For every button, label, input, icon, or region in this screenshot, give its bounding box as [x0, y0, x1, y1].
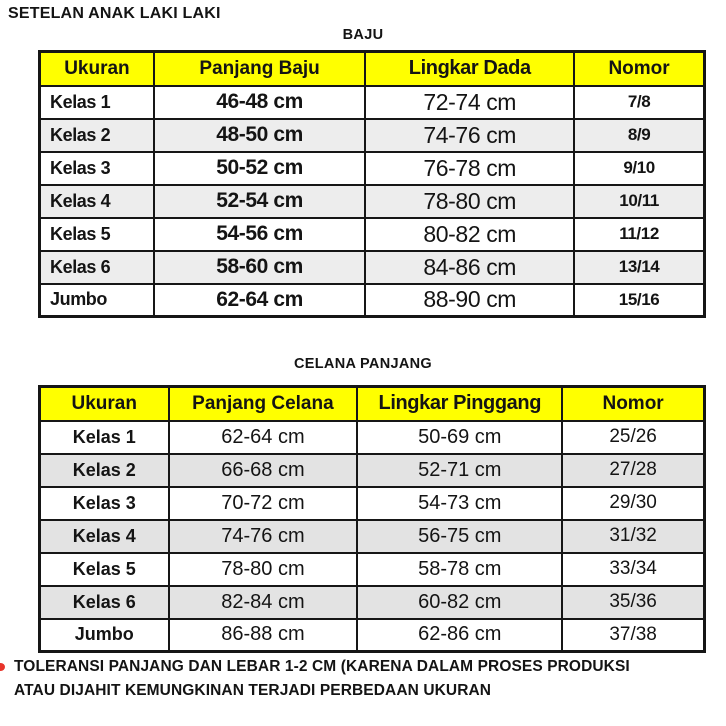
- table-cell: 82-84 cm: [169, 586, 358, 619]
- table-cell: Kelas 6: [40, 251, 154, 284]
- column-header-lingkar-dada: Lingkar Dada: [365, 52, 574, 86]
- table-cell: 84-86 cm: [365, 251, 574, 284]
- table-row: [40, 454, 705, 487]
- table-row: [40, 218, 705, 251]
- table-cell: Kelas 4: [40, 185, 154, 218]
- table-cell: 60-82 cm: [357, 586, 562, 619]
- table-cell: Kelas 5: [40, 553, 169, 586]
- table-cell: Kelas 4: [40, 520, 169, 553]
- table-cell: 74-76 cm: [169, 520, 358, 553]
- header-row: [40, 387, 705, 421]
- table-cell: 76-78 cm: [365, 152, 574, 185]
- table-cell: 54-73 cm: [357, 487, 562, 520]
- table-cell: 25/26: [562, 421, 704, 454]
- table-row: [40, 284, 705, 317]
- table-cell: 72-74 cm: [365, 86, 574, 119]
- column-header-panjang-celana: Panjang Celana: [169, 387, 358, 421]
- table-cell: 62-64 cm: [154, 284, 365, 317]
- table-cell: 62-86 cm: [357, 619, 562, 652]
- table-row: [40, 86, 705, 119]
- table-cell: Kelas 1: [40, 86, 154, 119]
- table-row: [40, 520, 705, 553]
- table-row: [40, 586, 705, 619]
- table-cell: 52-54 cm: [154, 185, 365, 218]
- table-cell: Kelas 6: [40, 586, 169, 619]
- table-cell: 29/30: [562, 487, 704, 520]
- table-cell: 70-72 cm: [169, 487, 358, 520]
- table-cell: 10/11: [574, 185, 704, 218]
- table-cell: 7/8: [574, 86, 704, 119]
- table-cell: 33/34: [562, 553, 704, 586]
- column-header-ukuran: Ukuran: [40, 387, 169, 421]
- table-cell: 50-52 cm: [154, 152, 365, 185]
- table-cell: 35/36: [562, 586, 704, 619]
- table-cell: 58-60 cm: [154, 251, 365, 284]
- note-bullet-icon: [0, 663, 5, 671]
- table-cell: Kelas 2: [40, 119, 154, 152]
- table-cell: 54-56 cm: [154, 218, 365, 251]
- table-row: [40, 421, 705, 454]
- table-cell: 27/28: [562, 454, 704, 487]
- table-cell: 13/14: [574, 251, 704, 284]
- table-row: [40, 119, 705, 152]
- table-cell: 37/38: [562, 619, 704, 652]
- table-cell: 8/9: [574, 119, 704, 152]
- table-row: [40, 487, 705, 520]
- table-cell: 15/16: [574, 284, 704, 317]
- table-cell: Kelas 3: [40, 152, 154, 185]
- table-cell: 88-90 cm: [365, 284, 574, 317]
- table-row: [40, 152, 705, 185]
- table-cell: Kelas 5: [40, 218, 154, 251]
- header-row: [40, 52, 705, 86]
- tolerance-note-line1: TOLERANSI PANJANG DAN LEBAR 1-2 CM (KARENA DALAM PROSES PRODUKSI: [14, 658, 630, 675]
- table-cell: Kelas 1: [40, 421, 169, 454]
- table-cell: 58-78 cm: [357, 553, 562, 586]
- table-cell: 11/12: [574, 218, 704, 251]
- table-cell: 62-64 cm: [169, 421, 358, 454]
- table-cell: 56-75 cm: [357, 520, 562, 553]
- table-row: [40, 619, 705, 652]
- table-cell: Kelas 2: [40, 454, 169, 487]
- table-cell: 78-80 cm: [365, 185, 574, 218]
- table-cell: 31/32: [562, 520, 704, 553]
- table-cell: 86-88 cm: [169, 619, 358, 652]
- table-cell: Kelas 3: [40, 487, 169, 520]
- table-cell: Jumbo: [40, 284, 154, 317]
- page-title: SETELAN ANAK LAKI LAKI: [8, 5, 221, 22]
- table-caption-celana: CELANA PANJANG: [294, 356, 432, 372]
- size-table-baju: [38, 50, 706, 318]
- table-row: [40, 185, 705, 218]
- table-cell: 46-48 cm: [154, 86, 365, 119]
- table-caption-baju: BAJU: [342, 27, 384, 43]
- table-cell: 9/10: [574, 152, 704, 185]
- table-row: [40, 553, 705, 586]
- table-cell: 74-76 cm: [365, 119, 574, 152]
- size-table-celana: [38, 385, 706, 653]
- table-cell: 78-80 cm: [169, 553, 358, 586]
- tolerance-note: [14, 655, 720, 703]
- tolerance-note-line2: ATAU DIJAHIT KEMUNGKINAN TERJADI PERBEDAAN UKURAN: [14, 682, 492, 699]
- table-cell: 66-68 cm: [169, 454, 358, 487]
- table-cell: 80-82 cm: [365, 218, 574, 251]
- table-cell: 50-69 cm: [357, 421, 562, 454]
- column-header-nomor: Nomor: [574, 52, 704, 86]
- table-cell: 48-50 cm: [154, 119, 365, 152]
- column-header-ukuran: Ukuran: [40, 52, 154, 86]
- table-cell: 52-71 cm: [357, 454, 562, 487]
- table-row: [40, 251, 705, 284]
- column-header-panjang-baju: Panjang Baju: [154, 52, 365, 86]
- table-cell: Jumbo: [40, 619, 169, 652]
- column-header-lingkar-pinggang: Lingkar Pinggang: [357, 387, 562, 421]
- column-header-nomor: Nomor: [562, 387, 704, 421]
